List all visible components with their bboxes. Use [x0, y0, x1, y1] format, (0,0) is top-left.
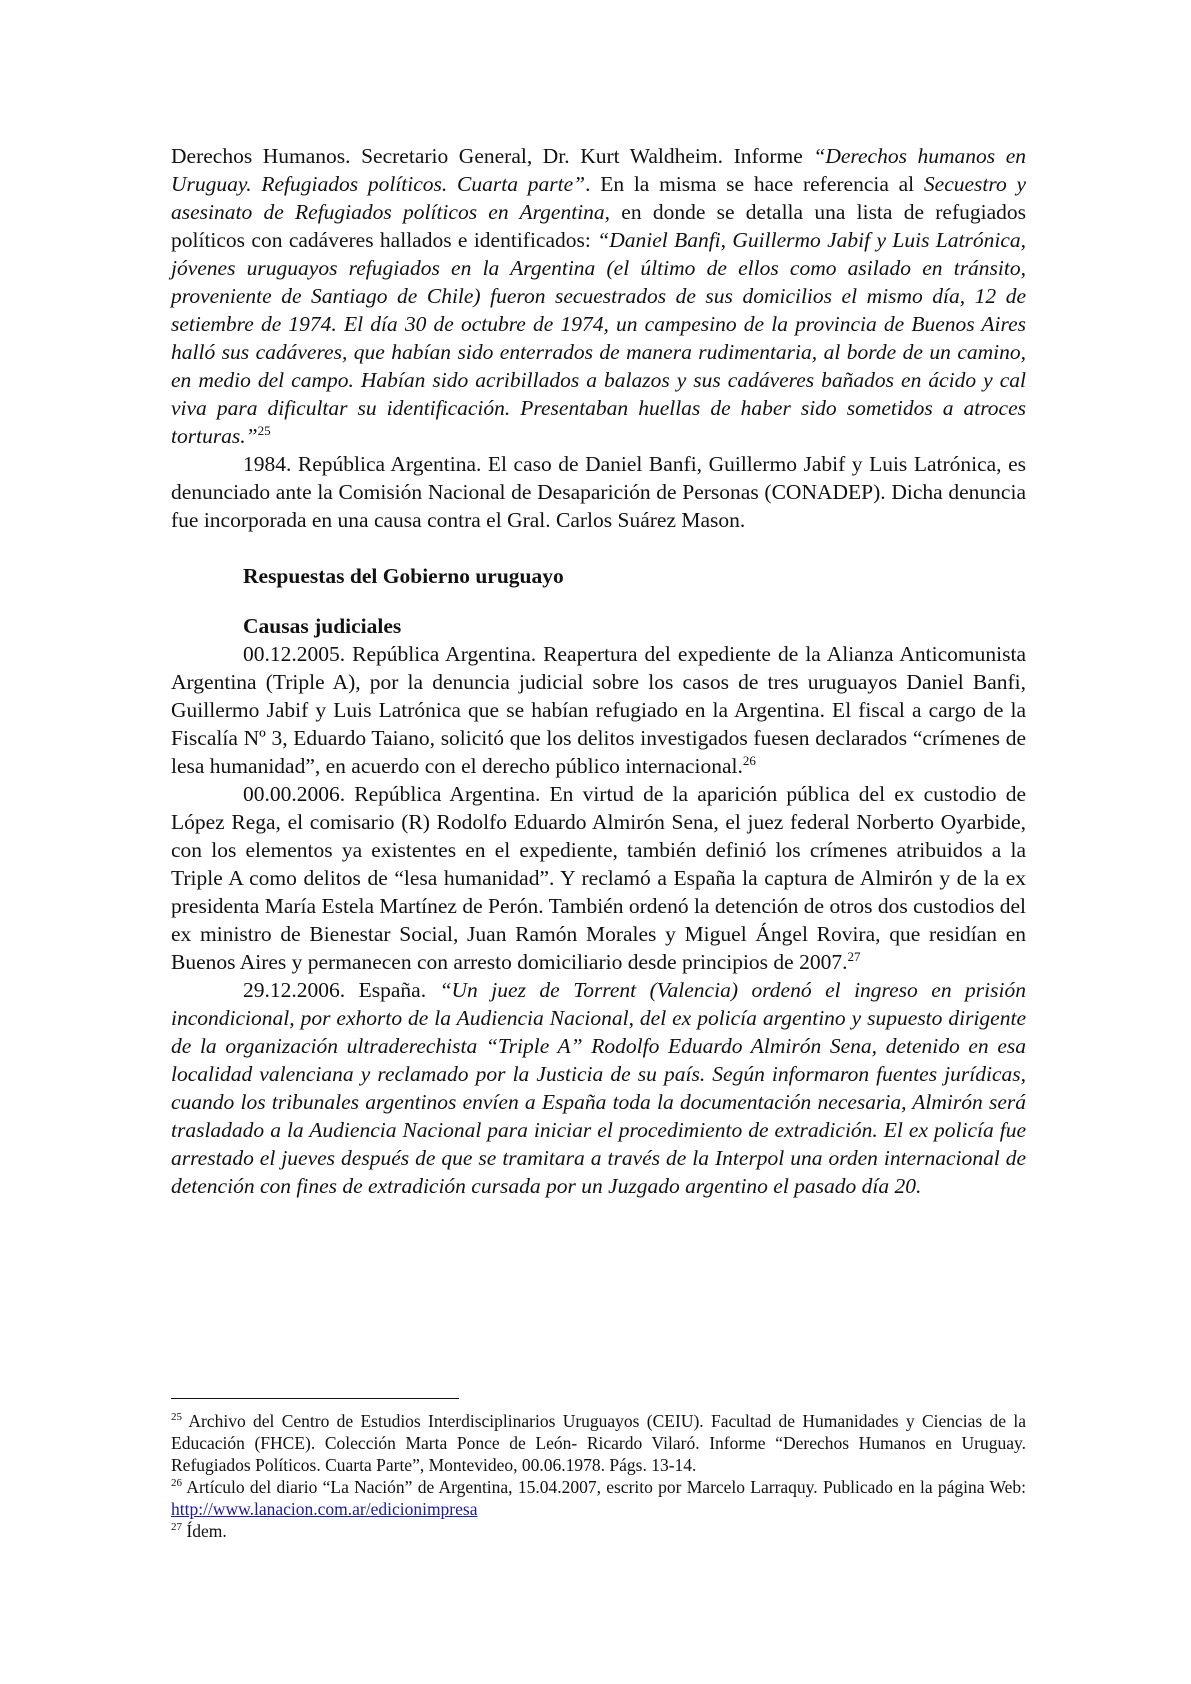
- footnote-text: Artículo del diario “La Nación” de Argentina, 15.04.2007, escrito por Marcelo Larraquy. Publicado en la página Web:: [182, 1477, 1026, 1497]
- footnote-26: [171, 1476, 1026, 1520]
- italic-quote: “Un juez de Torrent (Valencia) ordenó el ingreso en prisión incondicional, por exhorto de la Audiencia Nacional, del ex policía argentino y supuesto dirigente de la organización ultraderechista “Triple A” Rodolfo Eduardo Almirón Sena, detenido en esa localidad valenciana y reclamado por la Justicia de su país. Según informaron fuentes jurídicas, cuando los tribunales argentinos envíen a España toda la documentación necesaria, Almirón será trasladado a la Audiencia Nacional para iniciar el procedimiento de extradición. El ex policía fue arrestado el jueves después de que se tramitara a través de la Interpol una orden internacional de detención con fines de extradición cursada por un Juzgado argentino el pasado día 20.: [171, 978, 1026, 1198]
- text-segment: 00.12.2005. República Argentina. Reapertura del expediente de la Alianza Anticomunista Argentina (Triple A), por la denuncia judicial sobre los casos de tres uruguayos Daniel Banfi, Guillermo Jabif y Luis Latrónica que se habían refugiado en la Argentina. El fiscal a cargo de la Fiscalía Nº 3, Eduardo Taiano, solicitó que los delitos investigados fuesen declarados “crímenes de lesa humanidad”, en acuerdo con el derecho público internacional.: [171, 642, 1026, 778]
- footnote-text: Ídem.: [182, 1521, 227, 1541]
- paragraph-2006: [171, 780, 1026, 976]
- footnotes: [171, 1410, 1026, 1542]
- document-body: [171, 142, 1026, 1200]
- lanacion-link[interactable]: http://www.lanacion.com.ar/edicionimpresa: [171, 1499, 478, 1519]
- text-segment: 00.00.2006. República Argentina. En virtud de la aparición pública del ex custodio de López Rega, el comisario (R) Rodolfo Eduardo Almirón Sena, el juez federal Norberto Oyarbide, con los elementos ya existentes en el expediente, también definió los crímenes atribuidos a la Triple A como delitos de “lesa humanidad”. Y reclamó a España la captura de Almirón y de la ex presidenta María Estela Martínez de Perón. También ordenó la detención de otros dos custodios del ex ministro de Bienestar Social, Juan Ramón Morales y Miguel Ángel Rovira, que residían en Buenos Aires y permanecen con arresto domiciliario desde principios de 2007.: [171, 782, 1026, 974]
- section-heading-respuestas: Respuestas del Gobierno uruguayo: [243, 564, 564, 588]
- paragraph-29-12-2006: [171, 976, 1026, 1200]
- footnote-25: [171, 1410, 1026, 1476]
- italic-report-title: “Derechos humanos en Uruguay. Refugiados políticos. Cuarta parte”: [171, 144, 1027, 196]
- footnote-number: 26: [171, 1477, 182, 1490]
- paragraph-1984: 1984. República Argentina. El caso de Daniel Banfi, Guillermo Jabif y Luis Latrónica, es denunciado ante la Comisión Nacional de Desaparición de Personas (CONADEP). Dicha denuncia fue incorporada en una causa contra el Gral. Carlos Suárez Mason.: [171, 452, 1026, 532]
- text-segment: 29.12.2006. España.: [243, 978, 440, 1002]
- paragraph-derechos-humanos: [171, 142, 1026, 450]
- text-segment: Derechos Humanos. Secretario General, Dr. Kurt Waldheim. Informe: [171, 144, 814, 168]
- italic-quote: “Daniel Banfi, Guillermo Jabif y Luis Latrónica, jóvenes uruguayos refugiados en la Argentina (el último de ellos como asilado en tránsito, proveniente de Santiago de Chile) fueron secuestrados de sus domicilios el mismo día, 12 de setiembre de 1974. El día 30 de octubre de 1974, un campesino de la provincia de Buenos Aires halló sus cadáveres, que habían sido enterrados de manera rudimentaria, al borde de un camino, en medio del campo. Habían sido acribillados a balazos y sus cadáveres bañados en ácido y cal viva para dificultar su identificación. Presentaban huellas de haber sido sometidos a atroces torturas.”: [171, 228, 1026, 448]
- footnote-text: Archivo del Centro de Estudios Interdisciplinarios Uruguayos (CEIU). Facultad de Humanidades y Ciencias de la Educación (FHCE). Colección Marta Ponce de León- Ricardo Vilaró. Informe “Derechos Humanos en Uruguay. Refugiados Políticos. Cuarta Parte”, Montevideo, 00.06.1978. Págs. 13-14.: [171, 1411, 1026, 1475]
- footnote-ref-26[interactable]: 26: [742, 752, 756, 768]
- footnote-ref-27[interactable]: 27: [847, 948, 861, 964]
- text-segment: , en donde se detalla una lista de refugiados políticos con cadáveres hallados e identificados:: [171, 200, 1026, 252]
- footnote-number: 27: [171, 1521, 182, 1534]
- paragraph-2005: [171, 640, 1026, 780]
- footnote-separator: [171, 1398, 459, 1399]
- italic-section-title: Secuestro y asesinato de Refugiados políticos en Argentina: [171, 172, 1026, 224]
- footnote-ref-25[interactable]: 25: [257, 422, 271, 438]
- text-segment: . En la misma se hace referencia al: [585, 172, 924, 196]
- footnote-number: 25: [171, 1411, 182, 1424]
- footnote-27: [171, 1520, 1026, 1542]
- section-heading-causas: Causas judiciales: [243, 614, 402, 638]
